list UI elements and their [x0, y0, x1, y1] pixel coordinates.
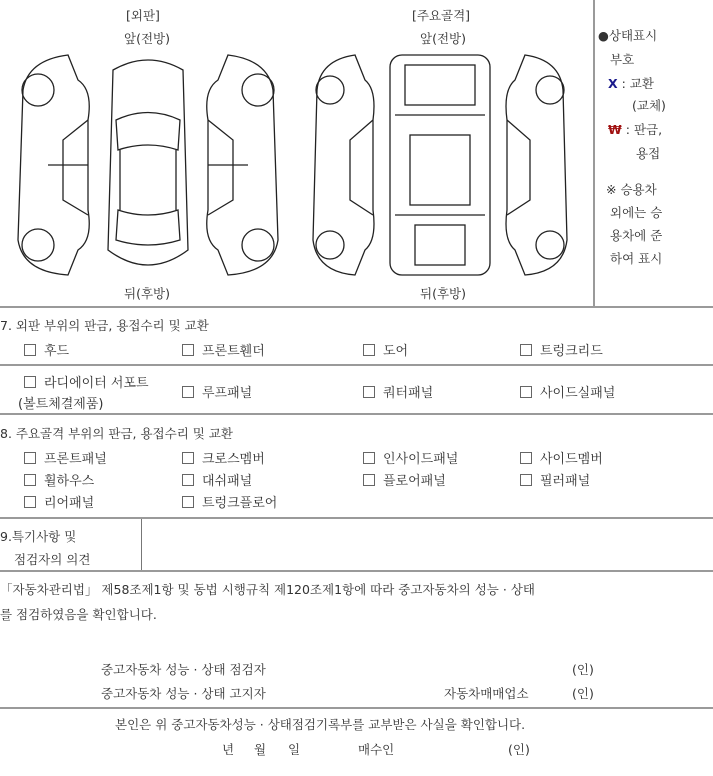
checkbox-wheel-house[interactable] — [24, 470, 94, 489]
divider — [0, 570, 713, 572]
checkbox[interactable] — [24, 452, 36, 464]
checkbox-label: 사이드멤버 — [540, 452, 603, 467]
year-label: 년 — [222, 742, 235, 757]
checkbox-hood[interactable] — [24, 340, 69, 359]
inspector-seal[interactable]: (인) — [572, 662, 594, 677]
checkbox[interactable] — [363, 386, 375, 398]
checkbox-label: 인사이드패널 — [383, 452, 459, 467]
checkbox-roof-panel[interactable] — [182, 382, 252, 401]
checkbox[interactable] — [363, 344, 375, 356]
legend-sheet-metal-text: : 판금, — [625, 122, 663, 137]
checkbox-label: 필러패널 — [540, 474, 591, 489]
checkbox-label: 트렁크리드 — [540, 344, 603, 359]
frame-right-side-diagram — [495, 50, 575, 280]
checkbox[interactable] — [182, 474, 194, 486]
legend-title: ●상태표시 — [598, 28, 658, 43]
month-label: 월 — [254, 742, 267, 757]
checkbox[interactable] — [24, 496, 36, 508]
legend-note: ※ 승용차 — [606, 182, 657, 197]
section9-label: 9.특기사항 및 — [0, 529, 77, 544]
day-label: 일 — [288, 742, 301, 757]
divider — [0, 517, 713, 519]
legend-note: 외에는 승 — [610, 205, 663, 220]
legend-sheet-metal — [608, 120, 662, 138]
checkbox-label: 대쉬패널 — [202, 474, 253, 489]
checkbox[interactable] — [520, 344, 532, 356]
checkbox-label: 라디에이터 서포트 — [44, 376, 149, 391]
checkbox-radiator-support[interactable] — [24, 372, 149, 391]
inspector-opinion-field[interactable] — [150, 527, 700, 565]
frame-left-side-diagram — [305, 50, 385, 280]
statement-line-2: 를 점검하였음을 확인합니다. — [0, 607, 157, 622]
inspector-label: 중고자동차 성능 · 상태 점검자 — [101, 662, 266, 677]
frame-title: [주요골격] — [412, 8, 471, 23]
statement-line-1: 「자동차관리법」 제58조제1항 및 동법 시행규칙 제120조제1항에 따라 중고자동차의 성능 · 상태 — [0, 582, 535, 597]
car-top-view-diagram — [98, 50, 198, 280]
car-left-side-diagram — [8, 50, 100, 280]
checkbox[interactable] — [24, 376, 36, 388]
checkbox-front-panel[interactable] — [24, 448, 107, 467]
checkbox[interactable] — [520, 452, 532, 464]
checkbox-pillar-panel[interactable] — [520, 470, 590, 489]
checkbox[interactable] — [182, 496, 194, 508]
legend-sheet-metal-text-2: 용접 — [636, 146, 661, 161]
legend-exchange-text-2: (교체) — [632, 98, 666, 113]
x-symbol-icon: X — [608, 76, 618, 91]
legend-title-2: 부호 — [610, 52, 635, 67]
checkbox-label: 도어 — [383, 344, 409, 359]
checkbox-label: 휠하우스 — [44, 474, 95, 489]
receipt-statement: 본인은 위 중고자동차성능 · 상태점검기록부를 교부받은 사실을 확인합니다. — [115, 717, 526, 732]
checkbox-label: 사이드실패널 — [540, 386, 616, 401]
notifier-seal[interactable]: (인) — [572, 686, 594, 701]
checkbox[interactable] — [182, 452, 194, 464]
car-right-side-diagram — [196, 50, 288, 280]
checkbox-label: 트렁크플로어 — [202, 496, 278, 511]
legend-divider — [593, 0, 595, 307]
frame-front-label: 앞(전방) — [420, 31, 466, 46]
checkbox-side-member[interactable] — [520, 448, 603, 467]
checkbox[interactable] — [24, 474, 36, 486]
divider — [0, 413, 713, 415]
checkbox[interactable] — [363, 452, 375, 464]
checkbox-cross-member[interactable] — [182, 448, 265, 467]
divider — [0, 364, 713, 366]
checkbox-label: 후드 — [44, 344, 70, 359]
frame-rear-label: 뒤(후방) — [420, 286, 466, 301]
checkbox-quarter-panel[interactable] — [363, 382, 433, 401]
exterior-rear-label: 뒤(후방) — [124, 286, 170, 301]
legend-exchange — [608, 74, 654, 92]
divider — [0, 707, 713, 709]
checkbox-trunk-lid[interactable] — [520, 340, 603, 359]
dealer-label: 자동차매매업소 — [444, 686, 529, 701]
checkbox-label: 플로어패널 — [383, 474, 446, 489]
checkbox-label: 프론트패널 — [44, 452, 107, 467]
divider — [0, 306, 713, 308]
checkbox[interactable] — [24, 344, 36, 356]
checkbox-label: 루프패널 — [202, 386, 253, 401]
checkbox[interactable] — [182, 344, 194, 356]
checkbox-floor-panel[interactable] — [363, 470, 446, 489]
section7-title: 7. 외판 부위의 판금, 용접수리 및 교환 — [0, 318, 209, 333]
checkbox-inside-panel[interactable] — [363, 448, 458, 467]
checkbox-dash-panel[interactable] — [182, 470, 252, 489]
won-symbol-icon: ₩ — [608, 122, 622, 137]
checkbox-trunk-floor[interactable] — [182, 492, 277, 511]
cell-divider — [141, 519, 142, 570]
checkbox-front-fender[interactable] — [182, 340, 265, 359]
legend-note: 하여 표시 — [610, 251, 663, 266]
exterior-title: [외판] — [126, 8, 160, 23]
exterior-front-label: 앞(전방) — [124, 31, 170, 46]
checkbox-label: 쿼터패널 — [383, 386, 434, 401]
frame-top-view-diagram — [385, 50, 495, 280]
buyer-label: 매수인 — [358, 742, 395, 757]
legend-exchange-text: : 교환 — [621, 76, 654, 91]
checkbox-label: 리어패널 — [44, 496, 95, 511]
section9-label-2: 점검자의 의견 — [14, 552, 91, 567]
section8-title: 8. 주요골격 부위의 판금, 용접수리 및 교환 — [0, 426, 233, 441]
checkbox-label: 크로스멤버 — [202, 452, 265, 467]
checkbox-door[interactable] — [363, 340, 408, 359]
checkbox[interactable] — [520, 386, 532, 398]
checkbox[interactable] — [363, 474, 375, 486]
checkbox-rear-panel[interactable] — [24, 492, 94, 511]
checkbox[interactable] — [520, 474, 532, 486]
checkbox[interactable] — [182, 386, 194, 398]
checkbox-sublabel: (볼트체결제품) — [18, 397, 104, 412]
checkbox-side-sill-panel[interactable] — [520, 382, 615, 401]
checkbox-label: 프론트휀더 — [202, 344, 265, 359]
buyer-seal[interactable]: (인) — [508, 742, 530, 757]
notifier-label: 중고자동차 성능 · 상태 고지자 — [101, 686, 266, 701]
legend-note: 용차에 준 — [610, 228, 663, 243]
